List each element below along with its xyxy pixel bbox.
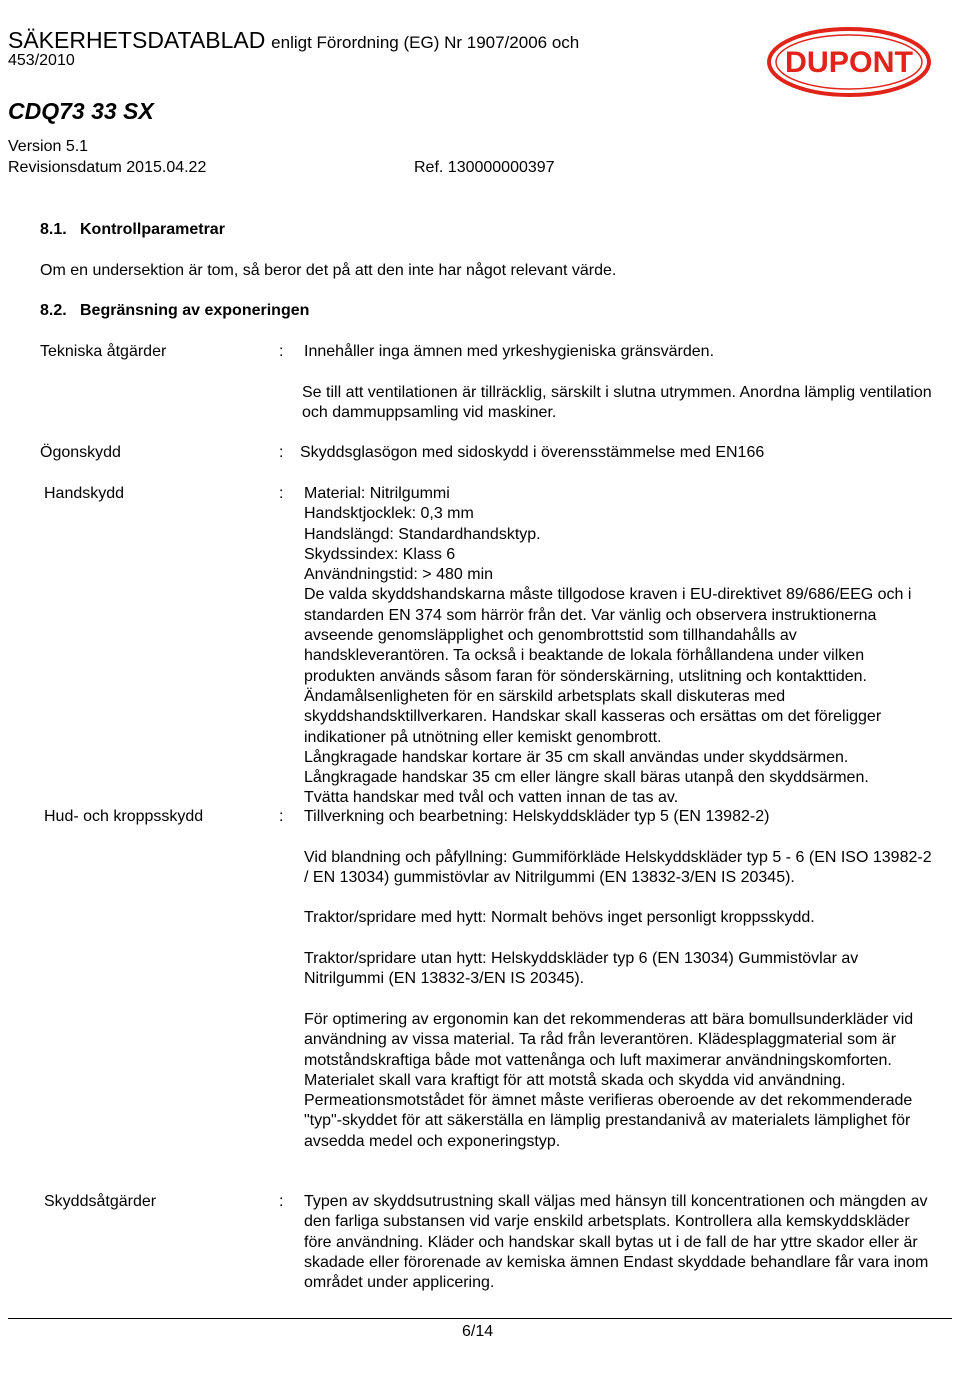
row-value-handskydd (304, 484, 934, 809)
handskydd-index: Skydssindex: Klass 6 (304, 545, 456, 563)
tekniska-text-2: Se till att ventilationen är tillräcklig, särskilt i slutna utrymmen. Anordna lämplig ventilation och dammuppsamling vid maskiner. (302, 384, 932, 422)
row-label-skydd: Skyddsåtgärder (44, 1193, 157, 1210)
row-value-ogonskydd: Skyddsglasögon med sidoskydd i överensstämmelse med EN166 (300, 444, 765, 461)
reference-number: Ref. 130000000397 (414, 159, 555, 176)
row-colon-skydd: : (279, 1193, 284, 1210)
revision-date: Revisionsdatum 2015.04.22 (8, 159, 207, 176)
section-8-1-title: Kontrollparametrar (80, 221, 225, 238)
document-title-main: SÄKERHETSDATABLAD (8, 27, 266, 53)
dupont-logo (766, 26, 932, 98)
row-value-hud-1: Tillverkning och bearbetning: Helskyddskläder typ 5 (EN 13982-2) (304, 808, 770, 825)
document-title-regulation: enligt Förordning (EG) Nr 1907/2006 och (271, 33, 580, 52)
row-colon-hud: : (279, 808, 284, 825)
product-name: CDQ73 33 SX (8, 98, 154, 124)
handskydd-length: Handslängd: Standardhandsktyp. (304, 525, 541, 543)
handskydd-long-cuff-long: Långkragade handskar 35 cm eller längre skall bäras utanpå den skyddsärmen. (304, 769, 869, 787)
row-colon-ogonskydd: : (279, 444, 284, 461)
document-title (8, 28, 579, 55)
row-colon-handskydd: : (279, 485, 284, 502)
handskydd-thickness: Handsktjocklek: 0,3 mm (304, 505, 474, 523)
version-label: Version 5.1 (8, 138, 89, 155)
handskydd-material: Material: Nitrilgummi (304, 485, 450, 502)
handskydd-paragraph: De valda skyddshandskarna måste tillgodose kraven i EU-direktivet 89/686/EEG och i standarden EN 374 som härrör från det. Var vänlig och observera instruktionerna avseende genomsläpplighet och genombrottstid som tillhandahålls av handskleverantören. Ta också i beaktande de lokala förhållandena under vilken produkten används såsom faran för sönderskärning, utslitning och kontakttiden. Ändamålsenligheten för en särskild arbetsplats skall diskuteras med skyddshandsktillverkaren. Handskar skall kasseras och ersättas om det föreligger indikationer på utnötning eller kemiskt genombrott. (304, 586, 912, 746)
row-label-hud: Hud- och kroppsskydd (44, 808, 204, 825)
section-8-2-number: 8.2. (40, 302, 67, 319)
handskydd-wash: Tvätta handskar med tvål och vatten innan de tas av. (304, 789, 679, 807)
document-title-line2: 453/2010 (8, 52, 75, 69)
row-value-tekniska (304, 342, 934, 362)
row-value-hud-3: Traktor/spridare med hytt: Normalt behövs inget personligt kroppsskydd. (304, 909, 815, 926)
handskydd-long-cuff-short: Långkragade handskar kortare är 35 cm skall användas under skyddsärmen. (304, 748, 849, 766)
tekniska-text-1: Innehåller inga ämnen med yrkeshygieniska gränsvärden. (304, 343, 715, 360)
row-value-hud-5: För optimering av ergonomin kan det rekommenderas att bära bomullsunderkläder vid användning av vissa material. Ta råd från leverantören. Klädesplaggmaterial som är motståndskraftiga både mot vattenånga och luft maximerar användningskomforten. Materialet skall vara kraftigt för att motstå skada och skydda vid användning. Permeationsmotstådet för ämnet måste verifieras oberoende av det rekommenderade "typ"-skyddet för att säkerställa en lämplig prestandanivå av materialets lämplighet för avsedda medel och exponeringstyp. (304, 1011, 914, 1150)
section-8-2-heading (40, 302, 309, 320)
row-label-tekniska: Tekniska åtgärder (40, 343, 167, 360)
row-value-tekniska-2 (302, 383, 932, 424)
row-value-skydd: Typen av skyddsutrustning skall väljas med hänsyn till koncentrationen och mängden av den farliga substansen vid varje enskild arbetsplats. Kontrollera alla kemskyddskläder före användning. Kläder och handskar skall bytas ut i de fall de har yttre skador eller är skadade eller förorenade av kemiska ämnen Endast skyddade behandlare får vara inom området under applicering. (304, 1193, 929, 1292)
row-value-hud-2: Vid blandning och påfyllning: Gummiförkläde Helskyddskläder typ 5 - 6 (EN ISO 13982-2 / EN 13034) gummistövlar av Nitrilgummi (EN 13832-3/EN IS 20345). (304, 849, 932, 887)
row-label-ogonskydd: Ögonskydd (40, 444, 121, 461)
section-8-1-number: 8.1. (40, 221, 67, 238)
svg-text:DUPONT: DUPONT (785, 46, 913, 79)
footer-divider (8, 1318, 952, 1319)
row-colon-tekniska: : (279, 343, 284, 360)
section-8-2-title: Begränsning av exponeringen (80, 302, 310, 319)
section-8-1-text: Om en undersektion är tom, så beror det på att den inte har något relevant värde. (40, 262, 617, 279)
handskydd-usage-time: Användningstid: > 480 min (304, 566, 494, 584)
section-8-1-heading (40, 221, 225, 239)
row-label-handskydd: Handskydd (44, 485, 125, 502)
row-value-hud-4: Traktor/spridare utan hytt: Helskyddskläder typ 6 (EN 13034) Gummistövlar av Nitrilgummi (EN 13832-3/EN IS 20345). (304, 950, 859, 988)
page-number: 6/14 (462, 1323, 494, 1340)
